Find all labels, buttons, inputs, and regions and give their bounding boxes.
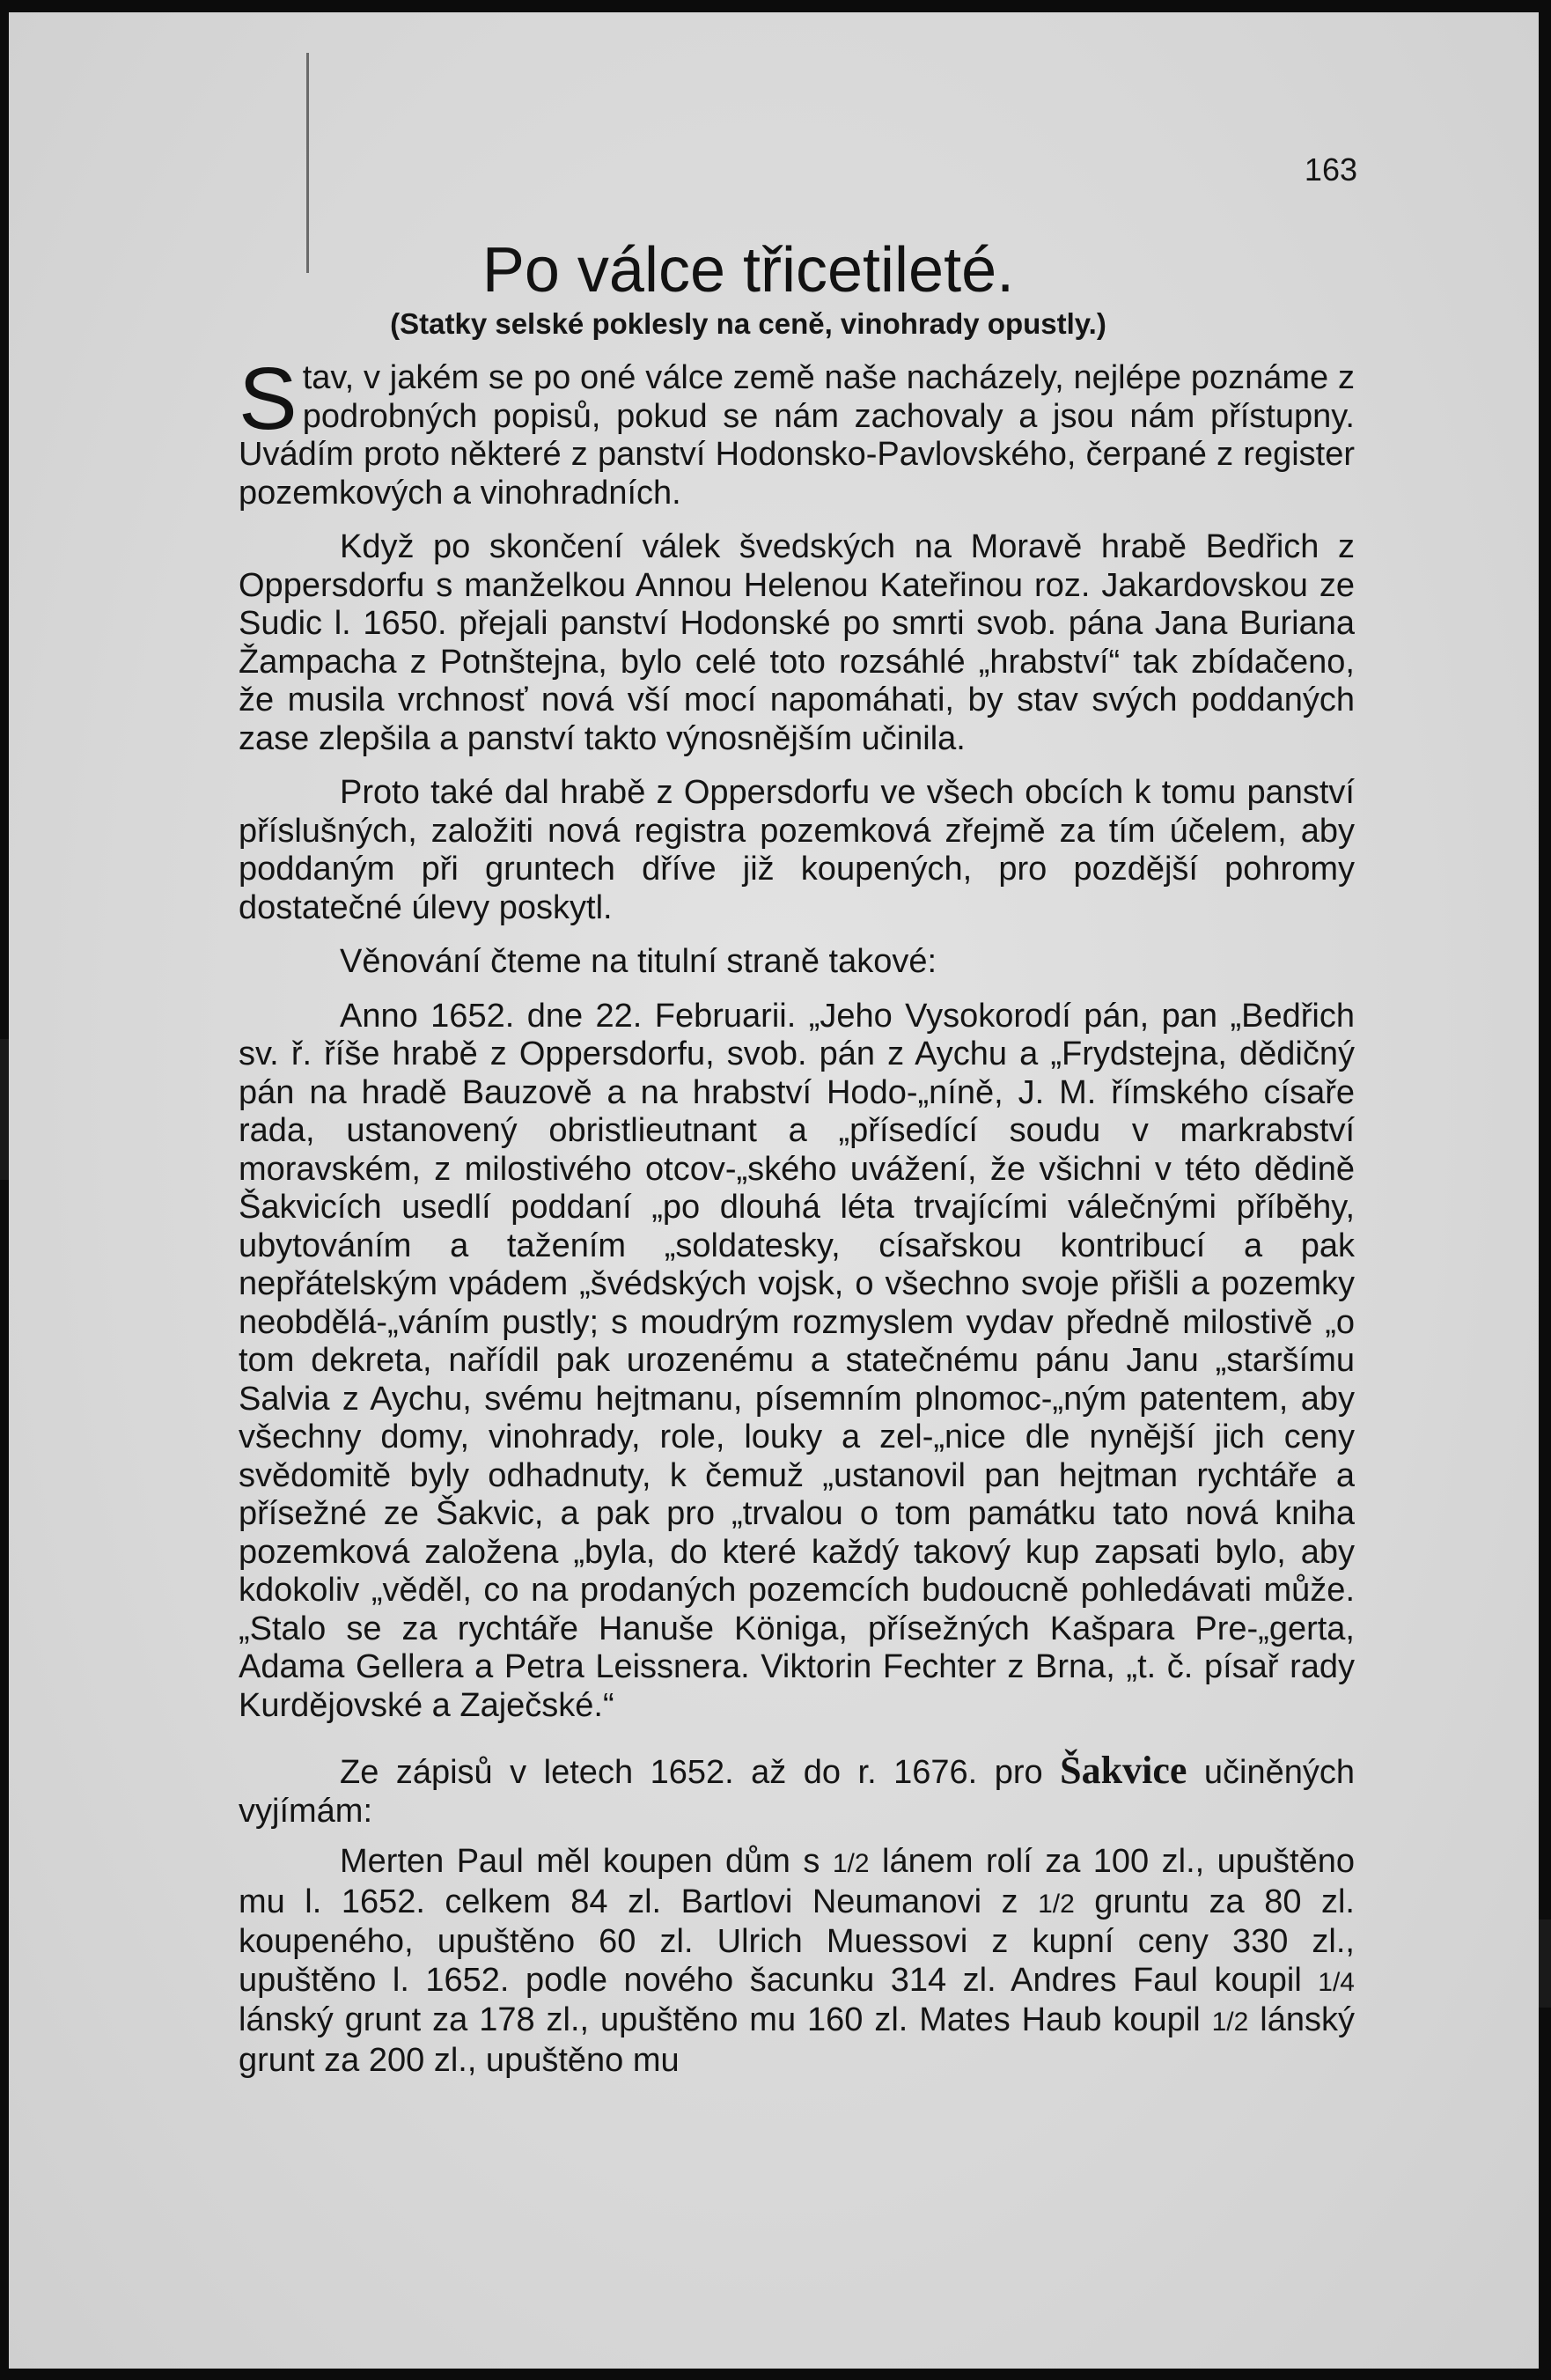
fraction: 1/4 [1318, 1967, 1355, 1997]
paragraph-text: lánský grunt za 178 zl., upuštěno mu 160 zl. Mates Haub koupil [239, 2001, 1212, 2038]
scan-mark [1539, 1919, 1551, 2008]
paragraph-text: Merten Paul měl koupen dům s [340, 1843, 833, 1880]
scan-mark [0, 1039, 9, 1180]
page-number: 163 [1304, 151, 1357, 188]
paragraph: Věnování čteme na titulní straně takové: [340, 943, 937, 980]
chapter-title: Po válce třicetileté. [481, 235, 1015, 306]
place-name: Šakvice [1060, 1749, 1187, 1792]
scan-mark [306, 53, 309, 273]
paragraph-text: gruntu za 80 zl. koupeného, upuštěno 60 zl. Ulrich Muessovi z kupní ceny 330 zl., upuštěno l. 1652. podle nového šacunku 314 zl. Andres Faul koupil [239, 1883, 1355, 1999]
paragraph [239, 1843, 1355, 2080]
fraction: 1/2 [1038, 1889, 1075, 1919]
paragraph [239, 350, 1355, 512]
paragraph: Proto také dal hrabě z Oppersdorfu ve všech obcích k tomu panství příslušných, založiti nová registra pozemková zřejmě za tím účelem, aby poddaným při gruntech dříve již koupených, pro pozdější pohromy dostatečné úlevy poskytl. [239, 774, 1355, 926]
paragraph-text: lánem rolí za 100 zl., upuštěno mu l. 1652. celkem 84 zl. Bartlovi Neumanovi z [239, 1843, 1355, 1920]
paragraph-text: tav, v jakém se po oné válce země naše nacházely, nejlépe poznáme z podrobných popisů, pokud se nám zachovaly a jsou nám přístupny. Uvádím proto některé z panství Hodonsko-Pavlovského, čerpané z register pozemkových a vinohradních. [239, 359, 1355, 512]
fraction: 1/2 [832, 1849, 870, 1878]
paragraph-text: lánský grunt za 200 zl., upuštěno mu [239, 2001, 1355, 2079]
drop-cap: S [239, 350, 298, 448]
paragraph [239, 1751, 1355, 1831]
paragraph-text: učiněných vyjímám: [239, 1754, 1355, 1830]
chapter-subtitle: (Statky selské poklesly na ceně, vinohrady opustly.) [390, 307, 1106, 340]
paragraph-text: Ze zápisů v letech 1652. až do r. 1676. pro [340, 1754, 1061, 1791]
body-text [239, 350, 1355, 2080]
paragraph: Anno 1652. dne 22. Februarii. „Jeho Vysokorodí pán, pan „Bedřich sv. ř. říše hrabě z Oppersdorfu, svob. pán z Aychu a „Frydstejna, dědičný pán na hradě Bauzově a na hrabství Hodo-„níně, J. M. římského císaře rada, ustanovený obristlieutnant a „přísedící soudu v markrabství moravském, z milostivého otcov-„ského uvážení, že všichni v této dědině Šakvicích usedlí poddaní „po dlouhá léta trvajícími válečnými příběhy, ubytováním a tažením „soldatesky, císařskou kontribucí a pak nepřátelským vpádem „švédských vojsk, o všechno svoje přišli a pozemky neobdělá-„váním pustly; s moudrým rozmyslem vydav předně milostivě „o tom dekreta, nařídil pak urozenému a statečnému pánu Janu „staršímu Salvia z Aychu, svému hejtmanu, písemním plnomoc-„ným patentem, aby všechny domy, vinohrady, role, louky a zel-„nice dle nynější jich ceny svědomitě byly odhadnuty, k čemuž „ustanovil pan hejtman rychtáře a přísežné ze Šakvic, a pak pro „trvalou o tom památku tato nová kniha pozemková založena „byla, do které každý takový kup zapsati bylo, aby kdokoliv „věděl, co na prodaných pozemcích budoucně pohledávati může. „Stalo se za rychtáře Hanuše Königa, přísežných Kašpara Pre-„gerta, Adama Gellera a Petra Leissnera. Viktorin Fechter z Brna, „t. č. písař rady Kurdějovské a Zaječské.“ [239, 997, 1355, 1724]
paragraph: Když po skončení válek švedských na Moravě hrabě Bedřich z Oppersdorfu s manželkou Annou Helenou Kateřinou roz. Jakardovskou ze Sudic l. 1650. přejali panství Hodonské po smrti svob. pána Jana Buriana Žampacha z Potnštejna, bylo celé toto rozsáhlé „hrabství“ tak zbídačeno, že musila vrchnosť nová vší mocí napomáhati, by stav svých poddaných zase zlepšila a panství takto výnosnějším učinila. [239, 528, 1355, 757]
fraction: 1/2 [1211, 2008, 1249, 2037]
